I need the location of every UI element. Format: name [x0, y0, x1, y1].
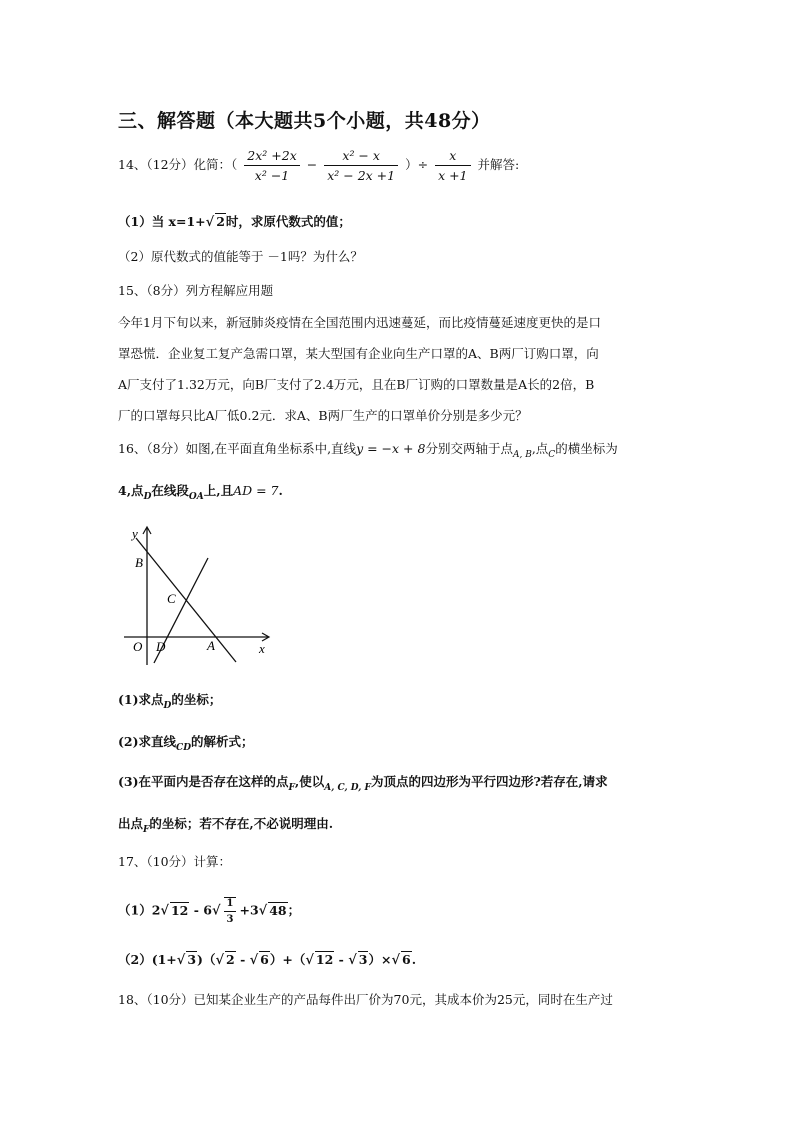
q16-line-1: 16、（8分）如图,在平面直角坐标系中,直线y = −x + 8分别交两轴于点$_{A, B}$,点$_C$的横坐标为 [118, 441, 618, 460]
fraction-3: $\frac{x}{x +1}$ [435, 148, 470, 183]
coordinate-graph [118, 520, 288, 670]
q17-heading: 17、（10分）计算： [118, 854, 232, 869]
q14-part2: （2）原代数式的值能等于 －1吗？为什么？ [118, 249, 363, 264]
q16-part3: (3)在平面内是否存在这样的点$_F$,使以$_{A, C, D, F}$为顶点的四边形为平行四边形?若存在,请求 [118, 774, 608, 793]
label-O: O [133, 639, 143, 654]
q16-part2: (2)求直线$_{CD}$的解析式； [118, 734, 254, 753]
label-x: x [259, 641, 265, 656]
q14-part1: （1）当 x=1+√ 2时，求原代数式的值； [118, 214, 351, 230]
label-B: B [135, 555, 143, 570]
q16-part1: (1)求点$_D$的坐标； [118, 692, 222, 711]
q18-line-1: 18、（10分）已知某企业生产的产品每件出厂价为70元，其成本价为25元，同时在生产过 [118, 992, 613, 1007]
section-title: 三、解答题（本大题共5个小题，共48分） [118, 110, 491, 132]
q15-heading: 15、（8分）列方程解应用题 [118, 283, 274, 298]
q15-line-4: 厂的口罩每只比A厂低0.2元．求A、B两厂生产的口罩单价分别是多少元？ [118, 408, 528, 423]
q16-part3-cont: 出点$_F$的坐标；若不存在,不必说明理由. [118, 816, 334, 835]
q17-part2: （2）(1+√ 3)（√ 2 - √ 6）+（√ 12 - √ 3）×√ 6. [118, 952, 417, 968]
label-D: D [156, 639, 166, 654]
q15-line-3: A厂支付了1.32万元，向B厂支付了2.4万元，且在B厂订购的口罩数量是A长的2倍，B [118, 377, 595, 392]
q14-expression: 14、（12分）化简：（ $\frac{\text{2x² +2x}}{\text{x² −1}}$ − $\frac{\text{x² − x}}{\text{x² − 2x +1}}$ ）÷ $\frac{x}{x +1}$ 并解答: [118, 148, 520, 183]
fraction-1: $\frac{\text{2x² +2x}}{\text{x² −1}}$ [244, 148, 299, 183]
q15-line-2: 罩恐慌．企业复工复产急需口罩，某大型国有企业向生产口罩的A、B两厂订购口罩，向 [118, 346, 599, 361]
q15-line-1: 今年1月下旬以来，新冠肺炎疫情在全国范围内迅速蔓延，而比疫情蔓延速度更快的是口 [118, 315, 601, 330]
label-y: y [132, 526, 138, 541]
fraction-2: $\frac{\text{x² − x}}{\text{x² − 2x +1}}$ [324, 148, 398, 183]
q17-part1: （1）2√ 12 - 6√ $\frac{1}{3}$ +3√ 48； [118, 898, 301, 925]
q16-line-2: 4,点$_D$在线段$_{OA}$上,且AD = 7. [118, 483, 283, 502]
label-C: C [167, 591, 176, 606]
label-A: A [207, 638, 215, 653]
